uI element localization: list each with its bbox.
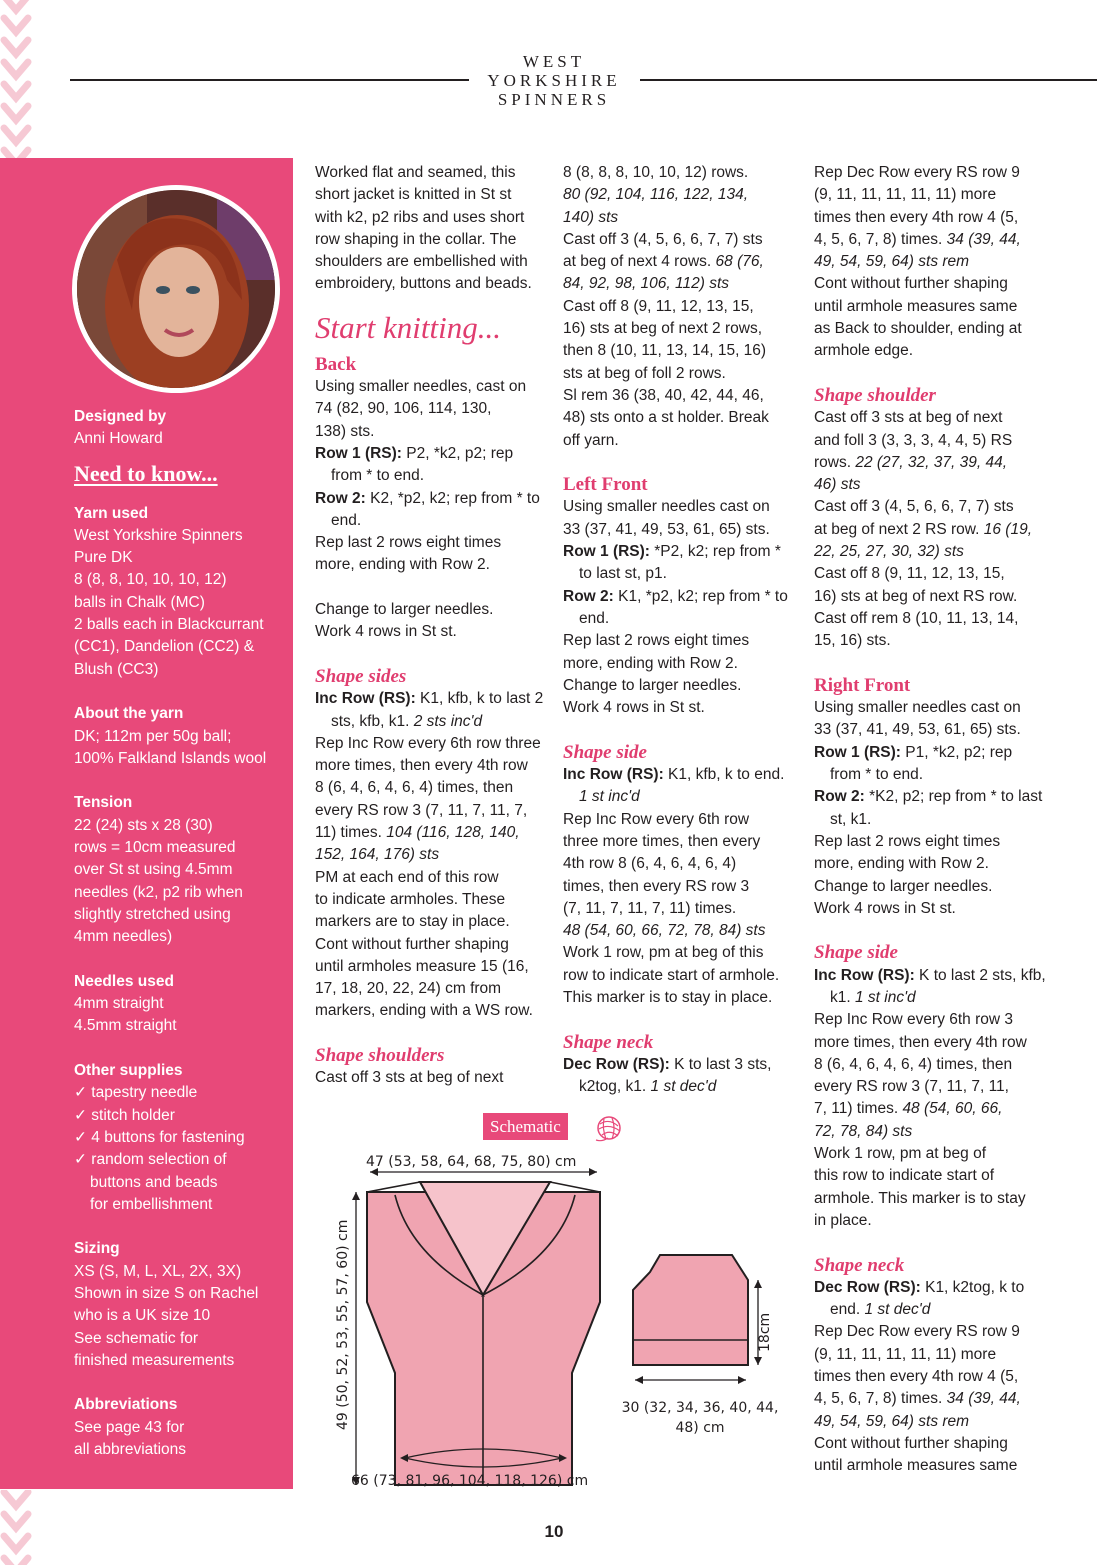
pattern-column-2 (563, 162, 795, 1098)
text-line: Rep Dec Row every RS row 9 (814, 1323, 1020, 1341)
stitch-count: 140) sts (563, 208, 619, 226)
right-front-heading: Right Front (814, 674, 911, 696)
supplies-label: Other supplies (74, 1062, 183, 1080)
row-text: K1, kfb, k to end. (663, 766, 785, 784)
text-line: 74 (82, 90, 106, 114, 130, (315, 400, 492, 418)
text-line: Using smaller needles cast on (814, 699, 1021, 717)
tension-line: rows = 10cm measured (74, 839, 236, 857)
text-line: Rep last 2 rows eight times (315, 534, 502, 552)
text-line: 8 (6, 4, 6, 4, 6, 4) times, then (814, 1055, 1013, 1073)
text-line: Cast off 3 sts at beg of next (814, 409, 1003, 427)
text-line (814, 474, 1046, 496)
row-label: Row 2: (563, 587, 614, 605)
yarn-line: (CC1), Dandelion (CC2) & (74, 638, 255, 656)
page-number: 10 (544, 1522, 564, 1541)
text-line: (7, 11, 7, 11, 7, 11) times. (563, 899, 737, 917)
row-label: Dec Row (RS): (563, 1055, 670, 1073)
designer-portrait-image (77, 190, 275, 388)
text-line: in place. (814, 1211, 872, 1229)
text-line: every RS row 3 (7, 11, 7, 11, (814, 1078, 1009, 1096)
yarn-used-label: Yarn used (74, 504, 149, 522)
intro-line: row shaping in the collar. The (315, 230, 517, 248)
row-2-instruction (315, 488, 547, 533)
brand-logo (466, 52, 642, 109)
stitch-count: 68 (76, (715, 253, 764, 271)
text-line: This marker is to stay in place. (563, 988, 773, 1006)
supplies-line: ✓ 4 buttons for fastening (74, 1128, 245, 1146)
intro-line: Worked flat and seamed, this (315, 164, 516, 181)
text-line: Rep Inc Row every 6th row (563, 810, 750, 828)
schematic-sleeve-depth-dimension: 18cm (757, 1312, 773, 1352)
sleeve-outline (633, 1255, 748, 1365)
text-line: Cast off 3 (4, 5, 6, 6, 7, 7) sts (814, 498, 1014, 516)
row-label: Row 2: (315, 489, 366, 507)
text-line: markers are to stay in place. (315, 913, 510, 931)
sizing-label: Sizing (74, 1240, 120, 1258)
sidebar-text (74, 406, 289, 1461)
row-label: Row 1 (RS): (315, 444, 402, 462)
row-1-instruction (563, 541, 795, 586)
text-line: armhole edge. (814, 342, 914, 360)
text-line: Change to larger needles. (315, 601, 494, 619)
yarn-line: 8 (8, 8, 10, 10, 10, 12) (74, 571, 227, 589)
text-line: 48) sts onto a st holder. Break (563, 409, 769, 427)
row-2-instruction (814, 786, 1046, 831)
back-heading: Back (315, 353, 357, 375)
row-label: Inc Row (RS): (814, 966, 915, 984)
sizing-line: who is a UK size 10 (74, 1307, 211, 1325)
text-line: Change to larger needles. (814, 877, 993, 895)
text-line: times, then every RS row 3 (563, 877, 750, 895)
row-2-instruction (563, 586, 795, 631)
text-line (814, 1411, 1046, 1433)
text-line: Rep Inc Row every 6th row 3 (814, 1011, 1014, 1029)
need-to-know-heading: Need to know... (74, 460, 218, 486)
text-line: until armhole measures same (814, 1457, 1018, 1475)
text-line (563, 251, 795, 273)
tension-line: 4mm needles) (74, 928, 173, 946)
tension-line: 22 (24) sts x 28 (30) (74, 816, 213, 834)
shape-neck-heading: Shape neck (563, 1031, 654, 1053)
header-rule-right (640, 79, 1097, 81)
inc-row-instruction (814, 965, 1046, 1010)
text-fragment: at beg of next 2 RS row. (814, 520, 984, 538)
header-rule-left (70, 79, 469, 81)
row-text: K to last 3 sts, k2tog, k1. (579, 1055, 772, 1096)
shape-neck-heading: Shape neck (814, 1254, 905, 1276)
inc-row-instruction (563, 764, 795, 809)
text-line: this row to indicate start of (814, 1167, 995, 1185)
stitch-count: 48 (54, 60, 66, 72, 78, 84) sts (563, 922, 766, 940)
dec-row-instruction (563, 1054, 795, 1099)
text-line: times then every 4th row 4 (5, (814, 1368, 1019, 1386)
stitch-count: 49, 54, 59, 64) sts rem (814, 253, 970, 271)
text-line: Cast off 3 sts at beg of next (315, 1069, 504, 1087)
text-line: Using smaller needles, cast on (315, 378, 527, 396)
yarn-line: balls in Chalk (MC) (74, 593, 205, 611)
row-label: Row 2: (814, 788, 865, 806)
text-line: Work 1 row, pm at beg of (814, 1145, 987, 1163)
supplies-line: for embellishment (90, 1195, 213, 1213)
text-line: 16) sts at beg of next RS row. (814, 587, 1018, 605)
text-line: 33 (37, 41, 49, 53, 61, 65) sts. (563, 520, 770, 538)
text-line (563, 920, 795, 942)
text-line: 8 (8, 8, 8, 10, 10, 12) rows. (563, 164, 749, 181)
text-fragment: 11) times. (315, 824, 387, 842)
yarn-line: West Yorkshire Spinners (74, 526, 243, 544)
text-line: armhole. This marker is to stay (814, 1189, 1026, 1207)
text-line: 17, 18, 20, 22, 24) cm from (315, 980, 502, 998)
text-line: 138) sts. (315, 422, 375, 440)
stitch-count: 1 st dec'd (650, 1078, 717, 1096)
text-line: until armholes measure 15 (16, (315, 957, 529, 975)
stitch-count: 49, 54, 59, 64) sts rem (814, 1412, 970, 1430)
text-fragment: rows. (814, 453, 856, 471)
abbreviations-label: Abbreviations (74, 1396, 178, 1414)
text-line: 15, 16) sts. (814, 632, 891, 650)
text-line: Cont without further shaping (814, 275, 1008, 293)
text-line: then 8 (10, 11, 13, 14, 15, 16) (563, 342, 767, 360)
dec-row-instruction (814, 1277, 1046, 1322)
text-line: (9, 11, 11, 11, 11, 11) more (814, 1345, 997, 1363)
supplies-line: buttons and beads (90, 1173, 218, 1191)
start-knitting-heading: Start knitting... (315, 309, 501, 345)
designed-by-label: Designed by (74, 408, 167, 425)
abbrev-line: See page 43 for (74, 1418, 185, 1436)
intro-line: short jacket is knitted in St st (315, 186, 512, 204)
text-line: to indicate armholes. These (315, 890, 506, 908)
text-line: Change to larger needles. (563, 676, 742, 694)
tension-line: needles (k2, p2 rib when (74, 883, 243, 901)
knit-pattern-decoration (0, 0, 34, 160)
sizing-line: See schematic for (74, 1329, 199, 1347)
text-line: Rep Dec Row every RS row 9 (814, 164, 1020, 181)
shape-shoulders-heading: Shape shoulders (315, 1044, 445, 1066)
stitch-count: 152, 164, 176) sts (315, 846, 440, 864)
text-line (315, 822, 547, 844)
text-line: row to indicate start of armhole. (563, 966, 780, 984)
left-front-heading: Left Front (563, 474, 648, 496)
row-1-instruction (315, 443, 547, 488)
text-line (814, 229, 1046, 251)
tension-label: Tension (74, 794, 133, 812)
text-line (563, 207, 795, 229)
sizing-line: XS (S, M, L, XL, 2X, 3X) (74, 1262, 242, 1280)
sizing-line: Shown in size S on Rachel (74, 1284, 259, 1302)
schematic-label (483, 1113, 568, 1140)
text-line (814, 1388, 1046, 1410)
text-line: more times, then every 4th row (814, 1033, 1027, 1051)
text-line: more, ending with Row 2. (563, 654, 738, 672)
text-line: Work 1 row, pm at beg of this (563, 944, 764, 962)
row-text: K1, kfb, k to last 2 sts, kfb, k1. (331, 690, 544, 730)
supplies-line: ✓ random selection of (74, 1151, 227, 1169)
text-line: Cont without further shaping (814, 1434, 1008, 1452)
text-line: Cast off 3 (4, 5, 6, 6, 7, 7) sts (563, 230, 763, 248)
text-fragment: at beg of next 4 rows. (563, 253, 716, 271)
text-line: Using smaller needles cast on (563, 498, 770, 516)
needles-line: 4.5mm straight (74, 1017, 177, 1035)
stitch-count: 1 st inc'd (854, 988, 916, 1006)
schematic-label-text: Schematic (490, 1117, 561, 1136)
text-line: and foll 3 (3, 3, 3, 4, 4, 5) RS (814, 431, 1013, 449)
row-text: K1, k2tog, k to end. (830, 1278, 1025, 1319)
text-line: until armhole measures same (814, 297, 1018, 315)
text-line: 33 (37, 41, 49, 53, 61, 65) sts. (814, 721, 1021, 739)
stitch-count: 72, 78, 84) sts (814, 1122, 913, 1140)
text-line: markers, ending with a WS row. (315, 1002, 533, 1020)
text-line: Sl rem 36 (38, 40, 42, 44, 46, (563, 386, 764, 404)
about-line: 100% Falkland Islands wool (74, 749, 267, 767)
knit-pattern-decoration-bottom (0, 1490, 34, 1565)
stitch-count: 22 (27, 32, 37, 39, 44, (855, 453, 1008, 471)
row-text: *K2, p2; rep from * to last st, k1. (830, 788, 1043, 828)
yarn-line: Blush (CC3) (74, 660, 159, 678)
text-line: off yarn. (563, 431, 619, 449)
text-line: sts at beg of foll 2 rows. (563, 364, 726, 382)
intro-line: shoulders are embellished with (315, 253, 528, 271)
row-1-instruction (814, 742, 1046, 787)
yarn-line: 2 balls each in Blackcurrant (74, 616, 264, 634)
stitch-count: 46) sts (814, 476, 861, 494)
stitch-count: 34 (39, 44, (946, 230, 1021, 248)
stitch-count: 84, 92, 98, 106, 112) sts (563, 275, 730, 293)
about-line: DK; 112m per 50g ball; (74, 727, 232, 745)
stitch-count: 104 (116, 128, 140, (386, 824, 520, 842)
text-line: Work 4 rows in St st. (814, 899, 956, 917)
text-line: more, ending with Row 2. (315, 556, 490, 574)
text-fragment: 4, 5, 6, 7, 8) times. (814, 230, 947, 248)
row-label: Inc Row (RS): (563, 766, 664, 784)
tension-line: over St st using 4.5mm (74, 861, 233, 879)
text-fragment: 7, 11) times. (814, 1100, 903, 1118)
needles-label: Needles used (74, 972, 174, 990)
shape-shoulder-heading: Shape shoulder (814, 384, 936, 406)
pattern-column-3 (814, 162, 1046, 1478)
stitch-count: 48 (54, 60, 66, (902, 1100, 1003, 1118)
row-text: K to last 2 sts, kfb, k1. (830, 966, 1046, 1006)
row-label: Row 1 (RS): (814, 743, 901, 761)
stitch-count: 2 sts inc'd (413, 712, 483, 730)
schematic-top-dimension: 47 (53, 58, 64, 68, 75, 80) cm (366, 1154, 577, 1170)
abbrev-line: all abbreviations (74, 1441, 187, 1459)
text-line: Work 4 rows in St st. (563, 699, 705, 717)
schematic-sleeve-width-dimension: 30 (32, 34, 36, 40, 44, 48) cm (621, 1400, 779, 1436)
text-line (563, 273, 795, 295)
text-line (563, 184, 795, 206)
row-text: P1, *k2, p2; rep from * to end. (830, 743, 1013, 784)
intro-line: embroidery, buttons and beads. (315, 275, 532, 293)
text-line: 4th row 8 (6, 4, 6, 4, 6, 4) (563, 855, 737, 873)
text-line: 16) sts at beg of next 2 rows, (563, 320, 763, 338)
text-line (814, 251, 1046, 273)
shape-side-heading: Shape side (563, 741, 647, 763)
stitch-count: 34 (39, 44, (946, 1390, 1021, 1408)
brand-line-1: WEST (522, 52, 586, 71)
jacket-schematic-diagram (300, 1140, 800, 1495)
row-label: Inc Row (RS): (315, 690, 416, 708)
stitch-count: 1 st inc'd (579, 788, 640, 806)
schematic-hem-dimension: 66 (73, 81, 96, 104, 118, 126) cm (351, 1473, 589, 1489)
text-line: more, ending with Row 2. (814, 855, 989, 873)
text-fragment: 4, 5, 6, 7, 8) times. (814, 1390, 947, 1408)
stitch-count: 1 st dec'd (864, 1301, 931, 1319)
stitch-count: 16 (19, (983, 520, 1033, 538)
text-line: Cast off 8 (9, 11, 12, 13, 15, (563, 297, 754, 315)
text-line: more times, then every 4th row (315, 757, 528, 775)
supplies-line: ✓ stitch holder (74, 1106, 175, 1124)
row-label: Dec Row (RS): (814, 1278, 921, 1296)
shape-side-heading: Shape side (814, 942, 898, 964)
yarn-line: Pure DK (74, 549, 133, 567)
need-to-know-sidebar (0, 158, 293, 1489)
text-line: Cast off rem 8 (10, 11, 13, 14, (814, 609, 1019, 627)
designer-name: Anni Howard (74, 430, 163, 448)
text-line: every RS row 3 (7, 11, 7, 11, 7, (315, 801, 528, 819)
text-line: (9, 11, 11, 11, 11, 11) more (814, 186, 997, 204)
stitch-count: 80 (92, 104, 116, 122, 134, (563, 186, 749, 204)
row-text: P2, *k2, p2; rep from * to end. (331, 444, 514, 485)
text-line (814, 541, 1046, 563)
stitch-count: 22, 25, 27, 30, 32) sts (814, 543, 964, 561)
text-line: as Back to shoulder, ending at (814, 320, 1022, 338)
sizing-line: finished measurements (74, 1351, 235, 1369)
text-line: 8 (6, 4, 6, 4, 6, 4) times, then (315, 779, 514, 797)
text-line (814, 1121, 1046, 1143)
text-line: Rep last 2 rows eight times (563, 632, 750, 650)
text-line: PM at each end of this row (315, 868, 499, 886)
schematic-length-dimension: 49 (50, 52, 53, 55, 57, 60) cm (335, 1219, 351, 1430)
text-line: times then every 4th row 4 (5, (814, 208, 1019, 226)
text-line (814, 452, 1046, 474)
text-line: Rep last 2 rows eight times (814, 832, 1001, 850)
text-line (814, 1098, 1046, 1120)
text-line: Cast off 8 (9, 11, 12, 13, 15, (814, 565, 1005, 583)
brand-line-2: YORKSHIRE (487, 71, 621, 90)
yarn-ball-icon (594, 1114, 624, 1142)
pattern-column-1 (315, 162, 547, 1090)
brand-line-3: SPINNERS (497, 90, 611, 109)
text-line: three more times, then every (563, 832, 761, 850)
intro-line: with k2, p2 ribs and uses short (315, 208, 525, 226)
row-text: K1, *p2, k2; rep from * to end. (579, 587, 788, 627)
needles-line: 4mm straight (74, 995, 164, 1013)
text-line: Work 4 rows in St st. (315, 623, 457, 641)
text-line (315, 844, 547, 866)
about-yarn-label: About the yarn (74, 705, 184, 723)
row-text: *P2, k2; rep from * to last st, p1. (579, 543, 781, 583)
tension-line: slightly stretched using (74, 905, 231, 923)
shape-sides-heading: Shape sides (315, 665, 407, 687)
designer-photo (72, 185, 280, 393)
supplies-line: ✓ tapestry needle (74, 1084, 198, 1102)
text-line: Cont without further shaping (315, 935, 509, 953)
row-text: K2, *p2, k2; rep from * to end. (331, 489, 540, 529)
row-label: Row 1 (RS): (563, 543, 650, 561)
inc-row-instruction (315, 688, 547, 733)
text-line: Rep Inc Row every 6th row three (315, 734, 541, 752)
text-line (814, 519, 1046, 541)
